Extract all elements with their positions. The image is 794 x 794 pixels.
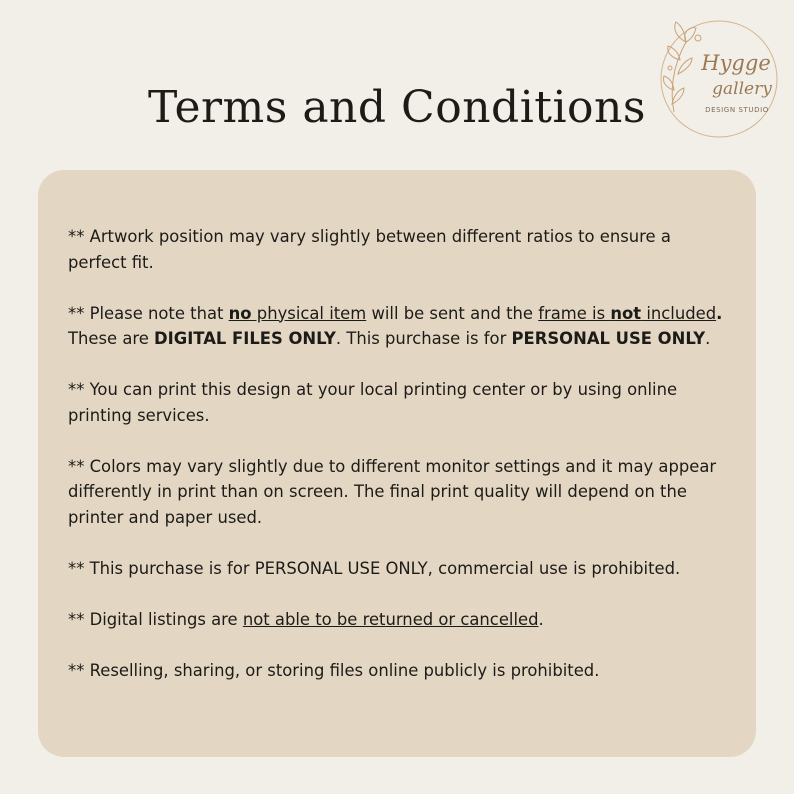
term-returns: ** Digital listings are not able to be returned or cancelled.	[68, 609, 544, 629]
logo-line2: gallery	[712, 79, 772, 99]
term-colors: ** Colors may vary slightly due to different monitor settings and it may appear differently in print than on screen. The final print quality will depend on the printer and paper used.	[68, 456, 717, 527]
term-reselling: ** Reselling, sharing, or storing files online publicly is prohibited.	[68, 660, 600, 680]
logo-line1: Hygge	[701, 51, 771, 75]
terms-list	[68, 224, 732, 709]
logo-line3: DESIGN STUDIO	[705, 106, 769, 114]
term-personal-use: ** This purchase is for PERSONAL USE ONLY, commercial use is prohibited.	[68, 558, 681, 578]
term-printing: ** You can print this design at your local printing center or by using online printing services.	[68, 380, 678, 425]
term-ratio: ** Artwork position may vary slightly between different ratios to ensure a perfect fit.	[68, 227, 671, 272]
page-title: Terms and Conditions	[148, 82, 646, 133]
term-digital-files: ** Please note that no physical item will be sent and the frame is not included. These are DIGITAL FILES ONLY. This purchase is for PERSONAL USE ONLY.	[68, 303, 723, 348]
brand-logo	[652, 12, 782, 142]
floral-wreath-icon	[652, 12, 782, 142]
